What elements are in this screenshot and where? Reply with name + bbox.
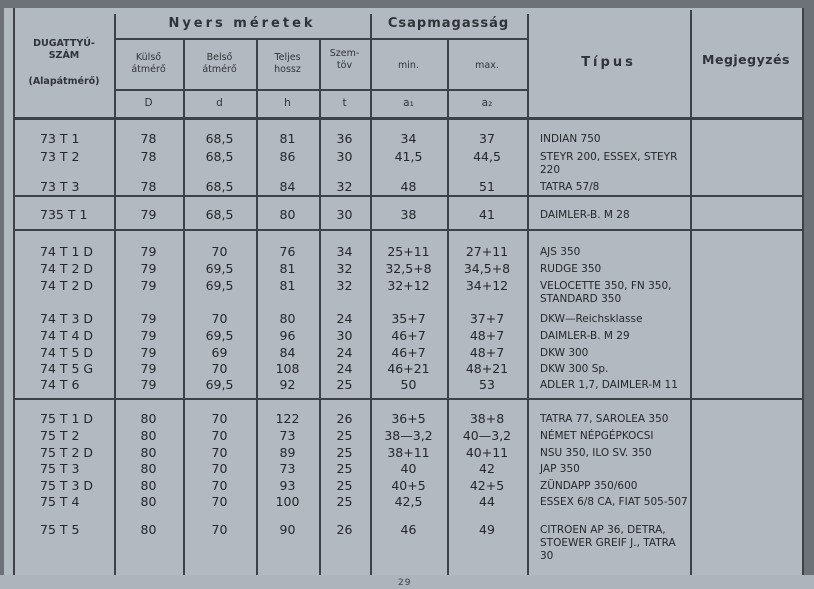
cell-a1: 32,5+8 [385, 261, 432, 276]
grid-line [13, 229, 803, 231]
cell-num: 73 T 3 [40, 179, 80, 194]
cell-a1: 41,5 [394, 149, 423, 164]
cell-type: DKW 300 Sp. [540, 363, 609, 375]
cell-a1: 46+7 [391, 328, 426, 343]
cell-d: 68,5 [205, 179, 234, 194]
cell-a2: 53 [479, 377, 495, 392]
cell-D: 79 [140, 377, 157, 392]
cell-a2: 42 [479, 461, 495, 476]
symbol-a2: a₂ [481, 97, 493, 109]
cell-a2: 41 [479, 207, 495, 222]
cell-type: INDIAN 750 [540, 133, 601, 145]
cell-a1: 46 [400, 522, 417, 537]
cell-type: CITROEN AP 36, DETRA, STOEWER GREIF J., TATRA 30 [540, 524, 676, 562]
cell-d: 68,5 [205, 149, 234, 164]
cell-num: 73 T 2 [40, 149, 80, 164]
grid-line [690, 10, 692, 575]
cell-num: 75 T 2 D [40, 445, 94, 460]
cell-num: 74 T 4 D [40, 328, 94, 343]
cell-a1: 40+5 [391, 478, 426, 493]
symbol-t: t [342, 97, 347, 109]
cell-t: 30 [336, 328, 353, 343]
cell-a1: 35+7 [391, 311, 426, 326]
cell-a1: 32+12 [387, 278, 430, 293]
cell-D: 80 [140, 461, 157, 476]
symbol-d: d [216, 97, 223, 109]
cell-h: 90 [279, 522, 296, 537]
cell-a2: 38+8 [469, 411, 505, 426]
grid-line [802, 8, 804, 575]
cell-t: 25 [336, 445, 353, 460]
cell-D: 78 [140, 131, 157, 146]
cell-t: 25 [336, 428, 353, 443]
cell-a2: 34+12 [465, 278, 509, 293]
cell-D: 79 [140, 278, 157, 293]
col-header-eye-base: Szem- töv [329, 48, 360, 71]
cell-t: 25 [336, 478, 353, 493]
cell-h: 93 [279, 478, 296, 493]
cell-D: 80 [140, 428, 157, 443]
cell-a2: 37 [479, 131, 495, 146]
cell-a2: 40—3,2 [462, 428, 512, 443]
cell-type: ZÜNDAPP 350/600 [540, 480, 638, 492]
cell-d: 70 [211, 361, 228, 376]
cell-a2: 48+7 [469, 345, 505, 360]
cell-num: 74 T 5 D [40, 345, 94, 360]
symbol-a1: a₁ [403, 97, 414, 109]
cell-a2: 51 [479, 179, 495, 194]
cell-num: 74 T 3 D [40, 311, 94, 326]
cell-num: 74 T 2 D [40, 261, 94, 276]
cell-D: 79 [140, 261, 157, 276]
cell-h: 84 [279, 345, 296, 360]
cell-t: 30 [336, 149, 353, 164]
cell-a1: 38+11 [387, 445, 430, 460]
cell-h: 80 [279, 311, 296, 326]
cell-type: DKW 300 [540, 347, 589, 359]
cell-D: 79 [140, 244, 157, 259]
cell-type: RUDGE 350 [540, 263, 602, 275]
cell-a1: 46+21 [387, 361, 430, 376]
cell-t: 36 [336, 131, 353, 146]
col-header-inner-diameter: Belső átmérő [202, 52, 237, 75]
cell-a2: 42+5 [469, 478, 505, 493]
page-number: 29 [398, 578, 412, 588]
cell-d: 70 [211, 461, 228, 476]
cell-type: STEYR 200, ESSEX, STEYR 220 [540, 151, 678, 176]
cell-num: 75 T 1 D [40, 411, 94, 426]
cell-a1: 42,5 [394, 494, 423, 509]
grid-line [13, 117, 803, 120]
cell-D: 78 [140, 149, 157, 164]
cell-a2: 48+21 [465, 361, 509, 376]
cell-num: 73 T 1 [40, 131, 80, 146]
cell-num: 75 T 3 D [40, 478, 94, 493]
col-header-type: Típus [581, 55, 636, 70]
cell-a2: 37+7 [469, 311, 505, 326]
cell-type: VELOCETTE 350, FN 350, STANDARD 350 [540, 280, 672, 305]
cell-a1: 50 [400, 377, 417, 392]
cell-D: 78 [140, 179, 157, 194]
cell-type: TATRA 77, SAROLEA 350 [540, 413, 669, 425]
cell-D: 80 [140, 522, 157, 537]
cell-a2: 48+7 [469, 328, 505, 343]
cell-D: 80 [140, 445, 157, 460]
cell-d: 69 [211, 345, 228, 360]
cell-a1: 36+5 [391, 411, 426, 426]
cell-a1: 25+11 [387, 244, 430, 259]
cell-D: 80 [140, 494, 157, 509]
cell-D: 79 [140, 207, 157, 222]
cell-d: 69,5 [205, 261, 234, 276]
cell-h: 122 [275, 411, 300, 426]
cell-D: 79 [140, 345, 157, 360]
cell-a2: 40+11 [465, 445, 509, 460]
cell-num: 75 T 5 [40, 522, 80, 537]
cell-D: 80 [140, 411, 157, 426]
cell-t: 24 [336, 345, 353, 360]
cell-type: DAIMLER-B. M 29 [540, 330, 630, 342]
cell-h: 81 [279, 278, 296, 293]
cell-a2: 44,5 [473, 149, 501, 164]
cell-d: 70 [211, 522, 228, 537]
cell-t: 25 [336, 494, 353, 509]
cell-a2: 44 [479, 494, 495, 509]
cell-num: 74 T 1 D [40, 244, 94, 259]
cell-num: 74 T 5 G [40, 361, 94, 376]
col-header-total-length: Teljes hossz [274, 52, 301, 75]
cell-num: 75 T 3 [40, 461, 80, 476]
cell-a2: 27+11 [465, 244, 509, 259]
cell-t: 30 [336, 207, 353, 222]
cell-d: 70 [211, 411, 228, 426]
cell-d: 68,5 [205, 207, 234, 222]
col-header-remarks: Megjegyzés [702, 52, 790, 67]
cell-h: 81 [279, 131, 296, 146]
cell-type: NSU 350, ILO SV. 350 [540, 447, 652, 459]
cell-a2: 49 [479, 522, 495, 537]
cell-d: 68,5 [205, 131, 234, 146]
cell-d: 70 [211, 478, 228, 493]
cell-a1: 34 [400, 131, 417, 146]
cell-d: 69,5 [205, 278, 234, 293]
cell-num: 75 T 4 [40, 494, 80, 509]
cell-h: 81 [279, 261, 296, 276]
cell-D: 80 [140, 478, 157, 493]
cell-d: 70 [211, 445, 228, 460]
cell-num: 75 T 2 [40, 428, 80, 443]
cell-t: 32 [336, 278, 353, 293]
cell-D: 79 [140, 311, 157, 326]
cell-d: 70 [211, 311, 228, 326]
cell-h: 86 [279, 149, 296, 164]
symbol-h: h [284, 97, 291, 109]
cell-h: 80 [279, 207, 296, 222]
col-header-outer-diameter: Külső átmérő [131, 52, 166, 75]
cell-h: 89 [279, 445, 296, 460]
cell-t: 24 [336, 361, 353, 376]
cell-d: 70 [211, 494, 228, 509]
cell-a1: 48 [400, 179, 417, 194]
cell-t: 25 [336, 461, 353, 476]
cell-d: 69,5 [205, 328, 234, 343]
cell-type: DKW—Reichsklasse [540, 313, 643, 325]
cell-type: AJS 350 [540, 246, 581, 258]
cell-d: 70 [211, 244, 228, 259]
col-group-pin-height: Csapmagasság [387, 16, 510, 31]
cell-t: 26 [336, 522, 353, 537]
cell-D: 79 [140, 361, 157, 376]
grid-line [13, 398, 803, 400]
cell-t: 25 [336, 377, 353, 392]
cell-D: 79 [140, 328, 157, 343]
cell-h: 96 [279, 328, 296, 343]
col-group-raw-dimensions: Nyers méretek [168, 16, 316, 31]
grid-line [114, 89, 527, 91]
cell-d: 69,5 [205, 377, 234, 392]
cell-type: NÉMET NÉPGÉPKOCSI [540, 430, 654, 442]
cell-h: 73 [279, 461, 296, 476]
cell-a1: 46+7 [391, 345, 426, 360]
cell-t: 32 [336, 261, 353, 276]
col-header-piston-number: DUGATTYÚ- SZÁM (Alapátmérő) [28, 38, 100, 87]
cell-a1: 38—3,2 [384, 428, 433, 443]
cell-type: ESSEX 6/8 CA, FIAT 505-507 [540, 496, 688, 508]
cell-h: 73 [279, 428, 296, 443]
cell-t: 34 [336, 244, 353, 259]
cell-h: 76 [279, 244, 296, 259]
cell-num: 74 T 6 [40, 377, 80, 392]
cell-type: DAIMLER-B. M 28 [540, 209, 630, 221]
grid-line [13, 195, 803, 197]
cell-d: 70 [211, 428, 228, 443]
cell-num: 735 T 1 [40, 207, 88, 222]
cell-t: 26 [336, 411, 353, 426]
col-header-max: max. [475, 60, 499, 71]
cell-num: 74 T 2 D [40, 278, 94, 293]
cell-type: JAP 350 [540, 463, 580, 475]
cell-a1: 40 [400, 461, 417, 476]
cell-t: 32 [336, 179, 353, 194]
cell-h: 92 [279, 377, 296, 392]
col-header-min: min. [398, 60, 419, 71]
cell-a2: 34,5+8 [463, 261, 511, 276]
grid-line [527, 14, 529, 575]
cell-h: 100 [275, 494, 300, 509]
cell-type: TATRA 57/8 [540, 181, 600, 193]
cell-h: 84 [279, 179, 296, 194]
cell-a1: 38 [400, 207, 417, 222]
grid-line [114, 38, 527, 40]
cell-t: 24 [336, 311, 353, 326]
symbol-D: D [144, 97, 153, 109]
cell-type: ADLER 1,7, DAIMLER-M 11 [540, 379, 678, 391]
grid-line [13, 8, 15, 575]
cell-h: 108 [275, 361, 300, 376]
